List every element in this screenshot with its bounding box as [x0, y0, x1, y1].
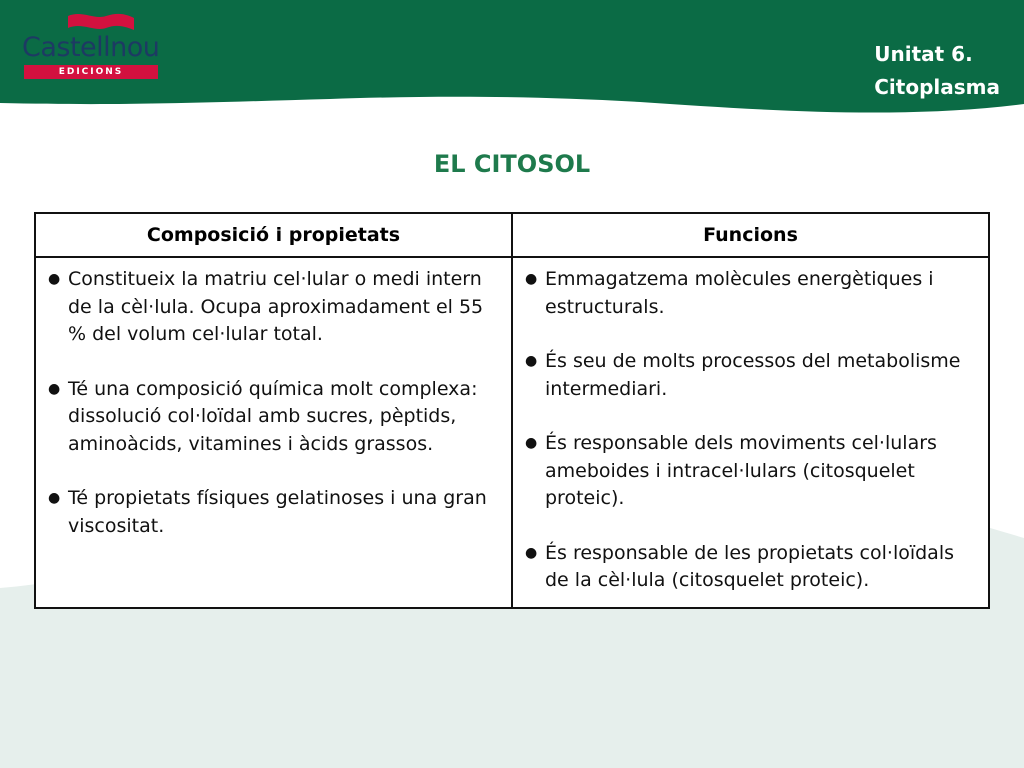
list-item — [521, 430, 978, 513]
bullet-icon: ● — [525, 271, 538, 287]
list-item — [521, 348, 978, 403]
unit-label — [874, 38, 1000, 104]
list-item — [521, 266, 978, 321]
header-functions: Funcions — [512, 213, 989, 257]
list-item-text: Constitueix la matriu cel·lular o medi intern de la cèl·lula. Ocupa aproximadament el 55 % del volum cel·lular total. — [68, 268, 484, 345]
bullet-icon: ● — [525, 435, 538, 451]
bullet-icon: ● — [525, 353, 538, 369]
list-item — [44, 485, 501, 540]
table-header-row — [35, 213, 989, 257]
header-composition: Composició i propietats — [35, 213, 512, 257]
list-item — [44, 266, 501, 349]
bullet-icon: ● — [48, 490, 61, 506]
logo-subtitle: EDICIONS — [58, 67, 124, 77]
list-item-text: És responsable dels moviments cel·lulars ameboides i intracel·lulars (citosquelet proteic). — [545, 432, 937, 509]
content-table — [34, 212, 990, 609]
table-row — [35, 257, 989, 608]
slide-title: EL CITOSOL — [433, 150, 591, 178]
list-item — [521, 540, 978, 595]
logo-name: Castellnou — [22, 32, 160, 63]
list-item-text: És responsable de les propietats col·loïdals de la cèl·lula (citosquelet proteic). — [545, 541, 955, 591]
unit-number: Unitat 6. — [874, 42, 973, 66]
bullet-icon: ● — [525, 544, 538, 561]
publisher-logo — [22, 10, 162, 80]
list-item-text: És seu de molts processos del metabolisme intermediari. — [545, 350, 961, 400]
list-item-text: Emmagatzema molècules energètiques i estructurals. — [545, 268, 934, 318]
bullet-icon: ● — [48, 380, 61, 397]
composition-cell — [35, 257, 512, 608]
list-item-text: Té una composició química molt complexa: dissolució col·loïdal amb sucres, pèptids, aminoàcids, vitamines i àcids grassos. — [68, 377, 478, 455]
bullet-icon: ● — [48, 271, 61, 287]
functions-cell — [512, 257, 989, 608]
list-item — [44, 376, 501, 459]
functions-list — [521, 266, 978, 595]
unit-topic: Citoplasma — [874, 75, 1000, 99]
composition-list — [44, 266, 501, 540]
list-item-text: Té propietats físiques gelatinoses i una gran viscositat. — [68, 487, 487, 537]
